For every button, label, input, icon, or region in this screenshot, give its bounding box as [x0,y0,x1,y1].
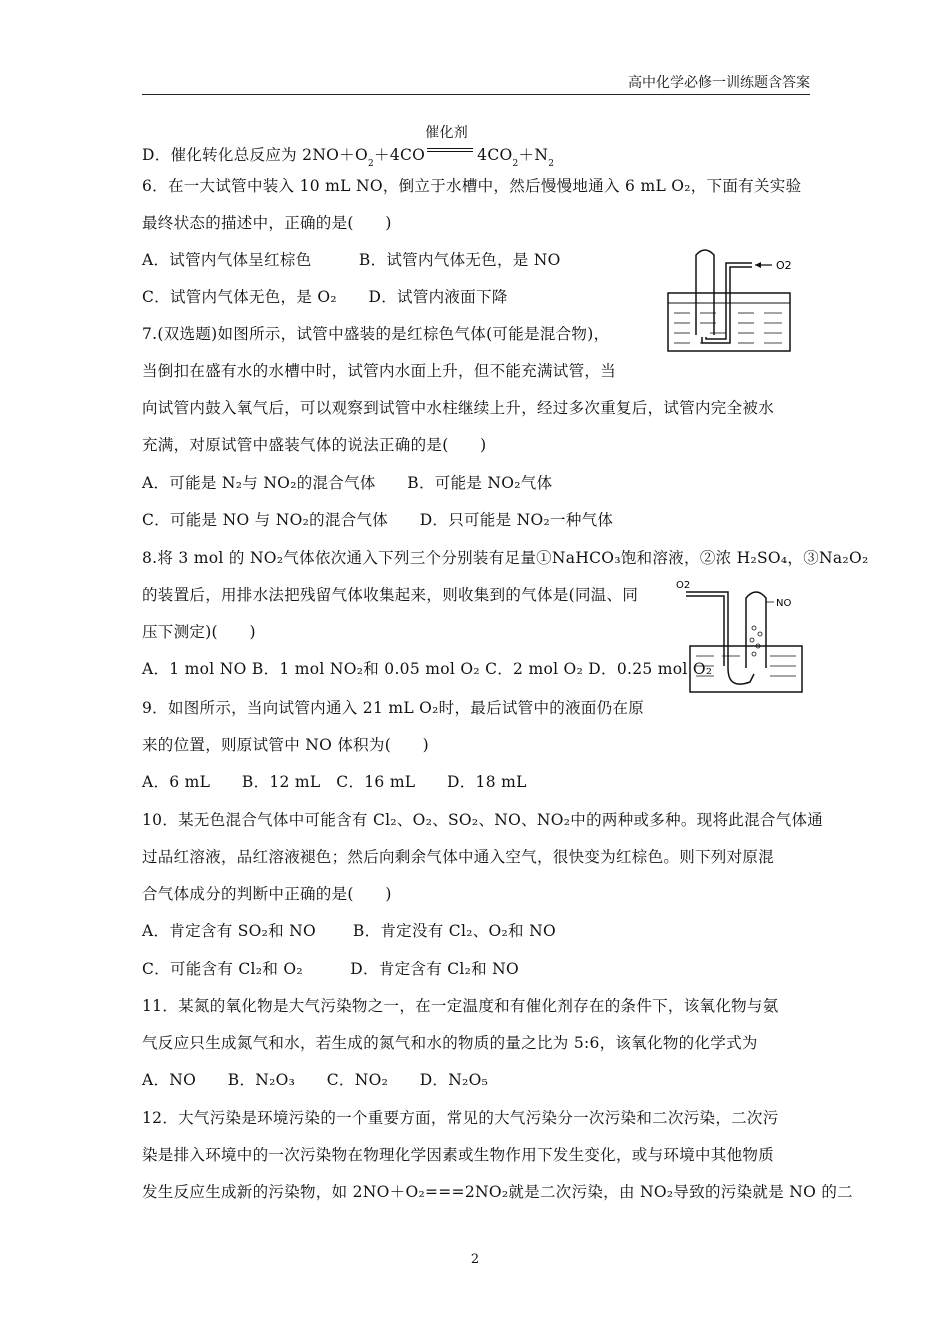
question-8-options: A．1 mol NO B．1 mol NO₂和 0.05 mol O₂ C．2 mol O₂ D．0.25 mol O₂ [142,660,713,678]
question-7-line4: 充满，对原试管中盛装气体的说法正确的是( ) [142,436,487,454]
question-12-line2: 染是排入环境中的一次污染物在物理化学因素或生物作用下发生变化，或与环境中其他物质 [142,1146,775,1164]
text-part: ＋N [518,146,549,164]
question-9-line2: 来的位置，则原试管中 NO 体积为( ) [142,736,430,754]
figure-q7-apparatus [660,245,800,360]
question-10-line1: 10．某无色混合气体中可能含有 Cl₂、O₂、SO₂、NO、NO₂中的两种或多种。现将此混合气体通 [142,811,824,829]
question-10-options-ab: A．肯定含有 SO₂和 NO B．肯定没有 Cl₂、O₂和 NO [142,922,556,940]
question-11-line1: 11．某氮的氧化物是大气污染物之一，在一定温度和有催化剂存在的条件下，该氧化物与氨 [142,997,779,1015]
line-d-catalyst [142,125,555,175]
question-8-line3: 压下测定)( ) [142,623,256,641]
subscript: 2 [512,159,519,169]
question-7-line1: 7.(双选题)如图所示，试管中盛装的是红棕色气体(可能是混合物)， [142,325,610,343]
test-tube [746,592,766,668]
question-6-options-cd: C．试管内气体无色，是 O₂ D．试管内液面下降 [142,288,508,306]
question-12-line1: 12．大气污染是环境污染的一个重要方面，常见的大气污染分一次污染和二次污染，二次污 [142,1109,779,1127]
question-10-line3: 合气体成分的判断中正确的是( ) [142,885,392,903]
question-10-options-cd: C．可能含有 Cl₂和 O₂ D．肯定含有 Cl₂和 NO [142,960,520,978]
text-part: 4CO [477,146,513,164]
figure-q9-apparatus [670,578,810,698]
page-number: 2 [470,1252,480,1267]
question-9-options: A．6 mL B．12 mL C．16 mL D．18 mL [142,773,527,791]
text-part: D．催化转化总反应为 2NO＋O [142,146,368,164]
question-10-line2: 过品红溶液，品红溶液褪色；然后向剩余气体中通入空气，很快变为红棕色。则下列对原混 [142,848,775,866]
question-7-line3: 向试管内鼓入氧气后，可以观察到试管中水柱继续上升，经过多次重复后，试管内完全被水 [142,399,775,417]
question-12-line3: 发生反应生成新的污染物，如 2NO＋O₂===2NO₂就是二次污染，由 NO₂导致的污染就是 NO 的二 [142,1183,853,1201]
question-8-line2: 的装置后，用排水法把残留气体收集起来，则收集到的气体是(同温、同 [142,586,639,604]
text-part: ＋4CO [374,146,426,164]
question-8-line1: 8.将 3 mol 的 NO₂气体依次通入下列三个分别装有足量①NaHCO₃饱和溶液，②浓 H₂SO₄，③Na₂O₂ [142,549,869,567]
question-6-line2: 最终状态的描述中，正确的是( ) [142,214,392,232]
question-6-line1: 6．在一大试管中装入 10 mL NO，倒立于水槽中，然后慢慢地通入 6 mL O₂，下面有关实验 [142,177,802,195]
question-7-options-ab: A．可能是 N₂与 NO₂的混合气体 B．可能是 NO₂气体 [142,474,553,492]
equals-line [427,151,473,152]
gas-inlet-tube [686,592,754,684]
o2-label: O2 [776,259,792,272]
subscript: 2 [548,159,555,169]
question-11-line2: 气反应只生成氮气和水，若生成的氮气和水的物质的量之比为 5:6，该氧化物的化学式为 [142,1034,758,1052]
o2-label: O2 [676,580,691,591]
catalyst-arrow [425,125,477,160]
page-header: 高中化学必修一训练题含答案 [628,75,810,91]
equals-line [427,148,473,149]
question-11-options: A．NO B．N₂O₃ C．NO₂ D．N₂O₅ [142,1071,489,1089]
catalyst-label: 催化剂 [425,125,469,141]
question-7-line2: 当倒扣在盛有水的水槽中时，试管内水面上升，但不能充满试管，当 [142,362,617,380]
question-7-options-cd: C．可能是 NO 与 NO₂的混合气体 D．只可能是 NO₂一种气体 [142,511,614,529]
header-rule [142,94,810,95]
gas-inlet-tube [702,267,752,343]
question-6-options-ab: A．试管内气体呈红棕色 B．试管内气体无色，是 NO [142,251,561,269]
subscript: 2 [368,159,375,169]
question-9-line1: 9．如图所示，当向试管内通入 21 mL O₂时，最后试管中的液面仍在原 [142,699,645,717]
no-label: NO [776,598,792,609]
